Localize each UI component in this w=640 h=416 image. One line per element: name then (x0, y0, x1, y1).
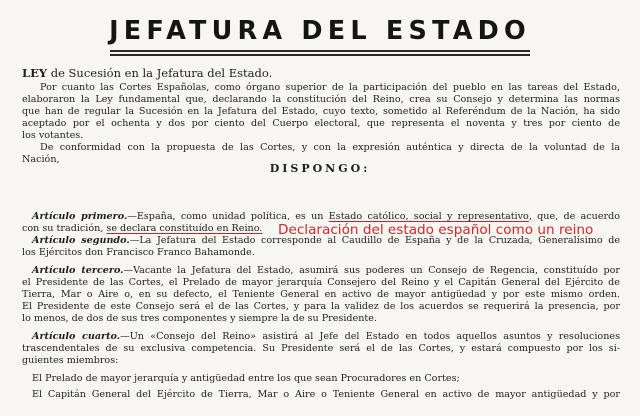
article-1-head: Artículo primero. (32, 211, 128, 222)
article-3-text: —Vacante la Jefatura del Estado, asumirá sus poderes un Consejo de Regencia, constituído por (123, 265, 620, 276)
highlight-kingdom: se declara constituído en Reino. (106, 223, 263, 234)
article-4-text: —Un «Consejo del Reino» asistirá al Jefe del Estado en todos aquellos asuntos y resoluciones (120, 331, 620, 342)
article-1-text: —España, como unidad política, es un (127, 211, 329, 222)
article-2-line-1 (32, 235, 620, 247)
preamble-line: De conformidad con la propuesta de las Cortes, y con la expresión auténtica y directa de la voluntad de la (40, 142, 620, 153)
article-4-line-1 (32, 331, 620, 343)
preamble-line: elaboraron la Ley fundamental que, declarando la constitución del Reino, crea su Consejo y determina las normas (22, 94, 620, 105)
article-4-line-2: trascendentales de su exclusiva competencia. Su Presidente será el de las Cortes, y estará compuesto por los si- (22, 343, 620, 354)
article-3-line-5: lo menos, de dos de sus tres componentes y siempre la de su Presidente. (22, 313, 377, 324)
dispongo-heading: DISPONGO: (269, 162, 371, 175)
article-4-line-3: guientes miembros: (22, 355, 119, 366)
law-title: de Sucesión en la Jefatura del Estado. (47, 66, 273, 80)
law-heading (22, 66, 272, 80)
page-title: JEFATURA DEL ESTADO (109, 16, 531, 46)
highlight-catholic-state: Estado católico, social y representativo (328, 211, 529, 222)
law-label: LEY (22, 66, 48, 80)
article-4-line-5: El Capitán General del Ejército de Tierra, Mar o Aire o Teniente General en activo de mayor antigüedad y por (32, 389, 620, 400)
preamble-line: Nación, (22, 154, 60, 165)
article-3-line-2: el Presidente de las Cortes, el Prelado de mayor jerarquía Consejero del Reino y el Capitán General del Ejército de (22, 277, 620, 288)
preamble-line: Por cuanto las Cortes Españolas, como órgano superior de la participación del pueblo en las tareas del Estado, (40, 82, 620, 93)
article-3-line-4: El Presidente de este Consejo será el de las Cortes, y para la validez de los acuerdos se requerirá la presencia, por (22, 301, 620, 312)
article-3-line-1 (32, 265, 620, 277)
article-1-text: con su tradición, (22, 223, 107, 234)
article-2-text: —La Jefatura del Estado corresponde al Caudillo de España y de la Cruzada, Generalísimo de (129, 235, 621, 246)
preamble-line: los votantes. (22, 130, 84, 141)
article-2-head: Artículo segundo. (32, 235, 130, 246)
article-3-head: Artículo tercero. (32, 265, 124, 276)
preamble-line: que han de regular la Sucesión en la Jefatura del Estado, cuyo texto, sometido al Referéndum de la Nación, ha sido (22, 106, 620, 117)
preamble-line: aceptado por el ochenta y dos por ciento del Cuerpo electoral, que representa el noventa y tres por ciento de (22, 118, 620, 129)
red-annotation: Declaración del estado español como un reino (278, 222, 594, 238)
title-rule-bottom (110, 54, 530, 56)
title-rule-top (110, 50, 530, 52)
article-2-line-2: los Ejércitos don Francisco Franco Bahamonde. (22, 247, 255, 258)
article-1-text: , que, de acuerdo (528, 211, 621, 222)
article-1-line-2 (22, 223, 262, 235)
article-4-line-4: El Prelado de mayor jerarquía y antigüedad entre los que sean Procuradores en Cortes; (32, 373, 460, 384)
article-4-head: Artículo cuarto. (32, 331, 121, 342)
article-3-line-3: Tierra, Mar o Aire o, en su defecto, el Teniente General en activo de mayor antigüedad y por este mismo orden. (22, 289, 620, 300)
